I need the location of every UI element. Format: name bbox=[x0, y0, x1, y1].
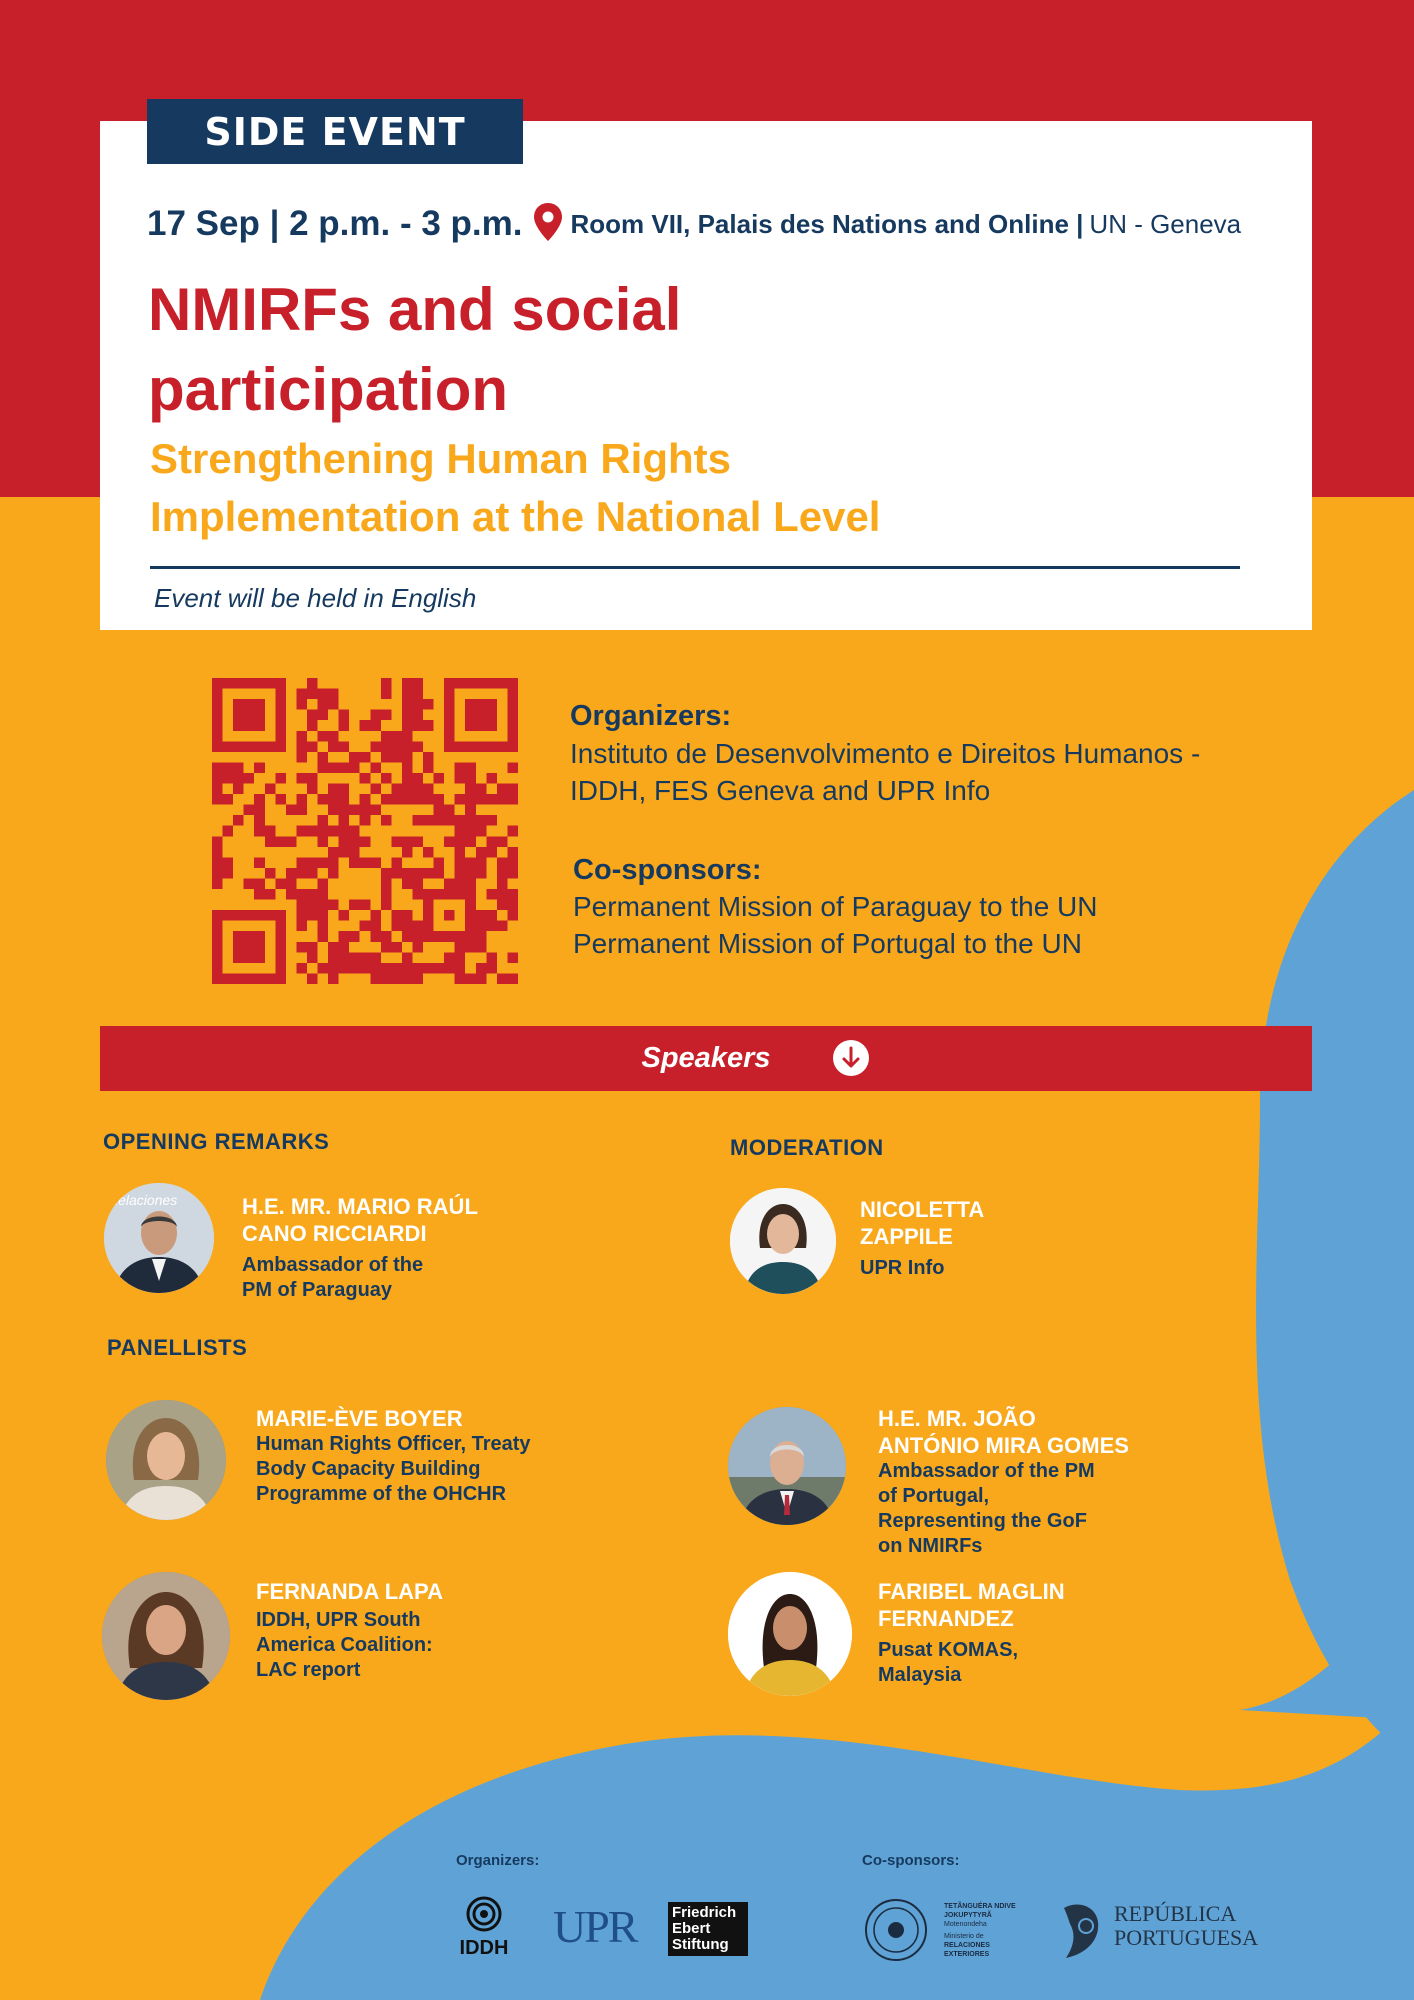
speaker-role-line: LAC report bbox=[256, 1659, 361, 1681]
speaker-nicoletta-zappile bbox=[860, 1196, 1160, 1281]
event-title bbox=[148, 270, 948, 430]
speaker-role-line: IDDH, UPR South bbox=[256, 1609, 421, 1631]
speaker-name-line: ZAPPILE bbox=[860, 1224, 953, 1249]
photo-relaciones-text: Relaciones bbox=[108, 1192, 178, 1208]
speaker-marie-eve-boyer bbox=[256, 1405, 576, 1507]
organizers-line-1: Instituto de Desenvolvimento e Direitos Humanos - bbox=[570, 738, 1201, 769]
speaker-joao-mira-gomes bbox=[878, 1405, 1198, 1559]
arrow-down-icon bbox=[833, 1040, 869, 1076]
cosponsors-heading: Co-sponsors: bbox=[573, 854, 762, 886]
paraguay-ministry-logo bbox=[944, 1902, 1054, 1959]
cosponsors-line-1: Permanent Mission of Paraguay to the UN bbox=[573, 891, 1098, 922]
speaker-role-line: of Portugal, bbox=[878, 1485, 990, 1507]
event-city: UN - Geneva bbox=[1089, 208, 1242, 239]
avatar-faribel-fernandez bbox=[728, 1572, 852, 1696]
footer-cosponsors-label: Co-sponsors: bbox=[862, 1852, 960, 1869]
speaker-name-line: FERNANDEZ bbox=[878, 1606, 1014, 1631]
title-line-1: NMIRFs and social bbox=[148, 276, 682, 343]
avatar-marie-eve-boyer bbox=[106, 1400, 226, 1520]
speaker-name-line: CANO RICCIARDI bbox=[242, 1221, 427, 1246]
opening-remarks-heading: OPENING REMARKS bbox=[103, 1129, 330, 1154]
speaker-role-line: Malaysia bbox=[878, 1664, 962, 1686]
speaker-name-line: MARIE-ÈVE BOYER bbox=[256, 1406, 463, 1431]
upr-info-logo: UPR bbox=[553, 1901, 637, 1952]
iddh-logo-text: IDDH bbox=[459, 1937, 509, 1959]
portugal-emblem-icon bbox=[1058, 1900, 1102, 1960]
speakers-bar bbox=[100, 1026, 1312, 1091]
subtitle-line-2: Implementation at the National Level bbox=[150, 493, 881, 540]
language-note: Event will be held in English bbox=[154, 583, 477, 613]
speaker-role-line: Ambassador of the PM bbox=[878, 1460, 1095, 1482]
qr-code[interactable] bbox=[212, 678, 518, 984]
iddh-logo bbox=[452, 1896, 516, 1962]
speaker-role-line: Programme of the OHCHR bbox=[256, 1483, 507, 1505]
speaker-name-line: NICOLETTA bbox=[860, 1197, 985, 1222]
speaker-fernanda-lapa bbox=[256, 1578, 576, 1683]
paraguay-logo-line: RELACIONES bbox=[944, 1942, 990, 1949]
avatar-joao-mira-gomes bbox=[728, 1407, 846, 1525]
fes-logo-line: Stiftung bbox=[672, 1936, 729, 1953]
fes-logo-line: Ebert bbox=[672, 1920, 711, 1937]
avatar-mario-cano bbox=[104, 1183, 214, 1293]
fes-logo-line: Friedrich bbox=[672, 1904, 737, 1921]
speaker-role-line: Representing the GoF bbox=[878, 1510, 1087, 1532]
paraguay-logo-line: Motenondeha bbox=[944, 1921, 987, 1928]
portugal-logo-text bbox=[1114, 1902, 1258, 1950]
speaker-name-line: ANTÓNIO MIRA GOMES bbox=[878, 1433, 1129, 1458]
paraguay-logo-line: EXTERIORES bbox=[944, 1951, 990, 1958]
subtitle-line-1: Strengthening Human Rights bbox=[150, 435, 731, 482]
speaker-name-line: H.E. MR. JOÃO bbox=[878, 1406, 1036, 1431]
avatar-nicoletta-zappile bbox=[730, 1188, 836, 1294]
speaker-name-line: H.E. MR. MARIO RAÚL bbox=[242, 1194, 478, 1219]
portugal-logo-line: REPÚBLICA bbox=[1114, 1901, 1237, 1926]
speakers-label: Speakers bbox=[641, 1042, 771, 1074]
speaker-role-line: Pusat KOMAS, bbox=[878, 1639, 1019, 1661]
speaker-role-line: UPR Info bbox=[860, 1257, 945, 1279]
side-event-tag: SIDE EVENT bbox=[147, 99, 523, 164]
portugal-logo-line: PORTUGUESA bbox=[1114, 1925, 1259, 1950]
location-pin-icon bbox=[534, 203, 562, 246]
divider-line bbox=[150, 566, 1240, 569]
speaker-role-line: Human Rights Officer, Treaty bbox=[256, 1433, 531, 1455]
speaker-role-line: Body Capacity Building bbox=[256, 1458, 481, 1480]
event-dateline bbox=[147, 202, 1241, 246]
event-date-time: 17 Sep | 2 p.m. - 3 p.m. bbox=[147, 204, 523, 243]
speaker-mario-cano bbox=[242, 1193, 542, 1303]
speaker-name-line: FERNANDA LAPA bbox=[256, 1579, 443, 1604]
paraguay-logo-line: Ministerio de bbox=[944, 1933, 984, 1940]
fes-logo bbox=[668, 1902, 748, 1956]
cosponsors-text bbox=[573, 888, 1313, 962]
footer-organizers-label: Organizers: bbox=[456, 1852, 540, 1869]
paraguay-logo-line: JOKUPYTYRÃ bbox=[944, 1912, 992, 1919]
speaker-role-line: Ambassador of the bbox=[242, 1254, 424, 1276]
organizers-line-2: IDDH, FES Geneva and UPR Info bbox=[570, 775, 991, 806]
speaker-role-line: on NMIRFs bbox=[878, 1535, 983, 1557]
organizers-heading: Organizers: bbox=[570, 700, 732, 732]
event-venue: Room VII, Palais des Nations and Online | bbox=[570, 208, 1084, 239]
speaker-role-line: America Coalition: bbox=[256, 1634, 433, 1656]
title-line-2: participation bbox=[148, 356, 509, 423]
event-subtitle bbox=[150, 430, 1150, 546]
speaker-faribel-fernandez bbox=[878, 1578, 1198, 1688]
moderation-heading: MODERATION bbox=[730, 1135, 884, 1160]
organizers-text bbox=[570, 735, 1310, 809]
speaker-name-line: FARIBEL MAGLIN bbox=[878, 1579, 1065, 1604]
speaker-role-line: PM of Paraguay bbox=[242, 1279, 393, 1301]
paraguay-logo-line: TETÃNGUÉRA NDIVE bbox=[944, 1903, 1016, 1910]
avatar-fernanda-lapa bbox=[102, 1572, 230, 1700]
cosponsors-line-2: Permanent Mission of Portugal to the UN bbox=[573, 928, 1082, 959]
paraguay-seal-logo bbox=[864, 1898, 928, 1962]
panellists-heading: PANELLISTS bbox=[107, 1335, 248, 1360]
